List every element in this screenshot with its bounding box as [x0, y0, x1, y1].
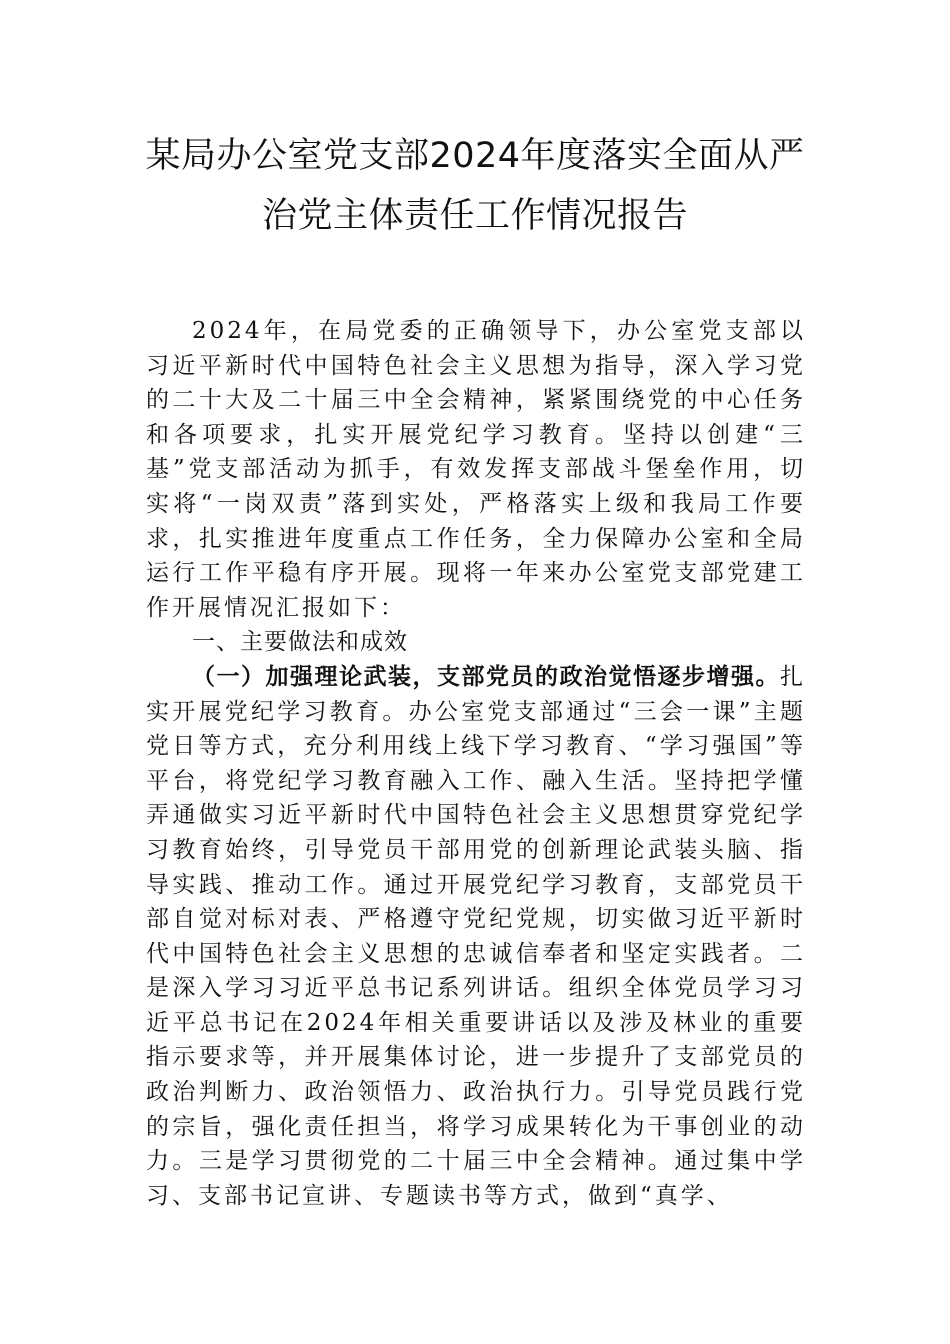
document-body [146, 314, 806, 1213]
title-line-1: 某局办公室党支部2024年度落实全面从严 [145, 136, 805, 176]
section-heading: 一、主要做法和成效 [192, 629, 408, 656]
intro-paragraph: 2024年，在局党委的正确领导下，办公室党支部以习近平新时代中国特色社会主义思想为指导，深入学习党的二十大及二十届三中全会精神，紧紧围绕党的中心任务和各项要求，扎实开展党纪学习教育。坚持以创建“三基”党支部活动为抓手，有效发挥支部战斗堡垒作用，切实将“一岗双责”落到实处，严格落实上级和我局工作要求，扎实推进年度重点工作任务，全力保障办公室和全局运行工作平稳有序开展。现将一年来办公室党支部党建工作开展情况汇报如下： [146, 318, 806, 621]
subsection-body: 扎实开展党纪学习教育。办公室党支部通过“三会一课”主题党日等方式，充分利用线上线下学习教育、“学习强国”等平台，将党纪学习教育融入工作、融入生活。坚持把学懂弄通做实习近平新时代中国特色社会主义思想贯穿党纪学习教育始终，引导党员干部用党的创新理论武装头脑、指导实践、推动工作。通过开展党纪学习教育，支部党员干部自觉对标对表、严格遵守党纪党规，切实做习近平新时代中国特色社会主义思想的忠诚信奉者和坚定实践者。二是深入学习习近平总书记系列讲话。组织全体党员学习习近平总书记在2024年相关重要讲话以及涉及林业的重要指示要求等，并开展集体讨论，进一步提升了支部党员的政治判断力、政治领悟力、政治执行力。引导党员践行党的宗旨，强化责任担当，将学习成果转化为干事创业的动力。三是学习贯彻党的二十届三中全会精神。通过集中学习、支部书记宣讲、专题读书等方式，做到“真学、 [146, 663, 806, 1209]
document-title [0, 126, 950, 246]
subsection-heading: （一）加强理论武装，支部党员的政治觉悟逐步增强。 [192, 662, 780, 690]
subsection-paragraph [146, 660, 806, 1214]
title-line-2: 治党主体责任工作情况报告 [261, 196, 688, 236]
